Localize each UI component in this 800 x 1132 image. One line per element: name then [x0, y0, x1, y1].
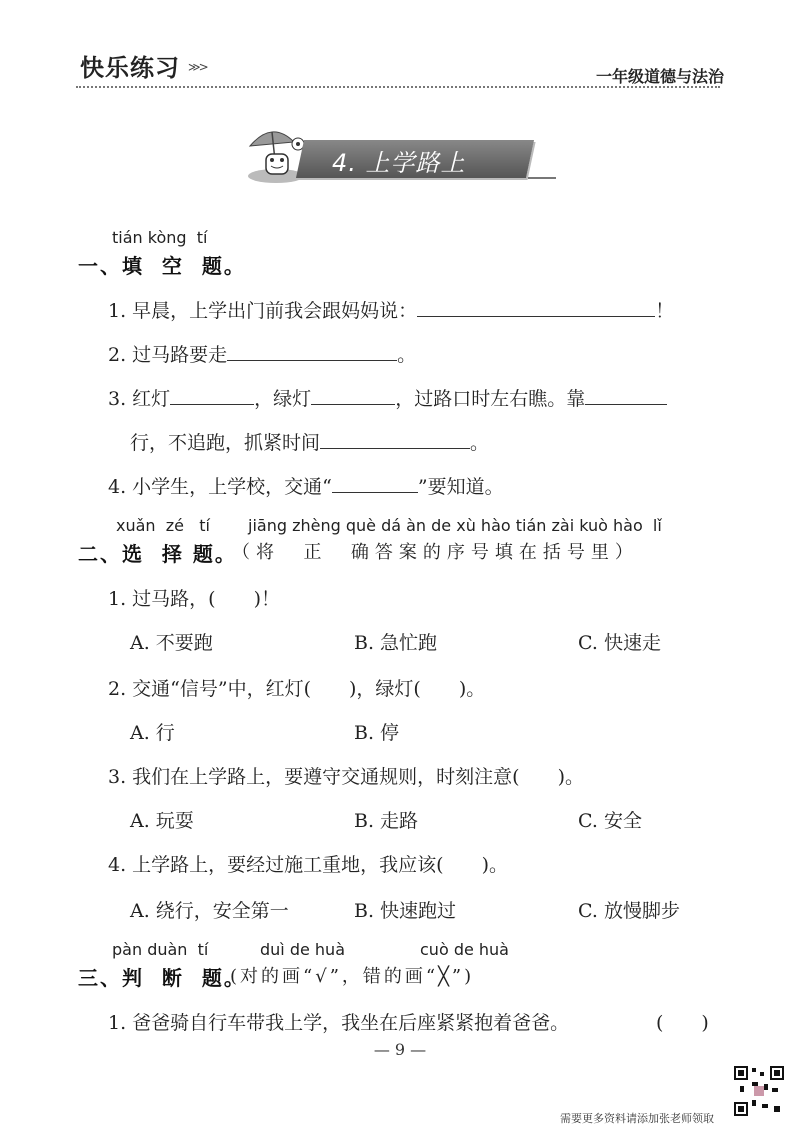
section1-title: 一、填 空 题。 [78, 254, 246, 278]
s1-question-4 [108, 472, 504, 499]
s1-q3b-a: 行，不追跑，抓紧时间 [130, 432, 321, 454]
s3-question-1: 1. 爸爸骑自行车带我上学，我坐在后座紧紧抱着爸爸。 [108, 1012, 570, 1034]
s1-q3-blank-4[interactable] [320, 430, 470, 449]
s1-q2-text: 2. 过马路要走 [108, 344, 228, 366]
lesson-title: 4. 上学路上 [332, 149, 466, 177]
s1-q3-c: ，过路口时左右瞧。靠 [395, 388, 586, 410]
qr-caption: 需要更多资料请添加张老师领取 [560, 1112, 714, 1125]
s2-q2-option-a[interactable]: A. 行 [130, 722, 175, 744]
s2-q3-option-a[interactable]: A. 玩耍 [130, 810, 194, 832]
s1-q3-blank-3[interactable] [585, 386, 667, 405]
s3-q1-answer-bracket[interactable]: ( ) [656, 1012, 709, 1034]
section1-pinyin: tián kòng tí [112, 228, 208, 247]
s2-q3-option-c[interactable]: C. 安全 [578, 810, 642, 832]
section3-title: 三、判 断 题。 [78, 966, 246, 990]
s2-q1-option-b[interactable]: B. 急忙跑 [354, 632, 438, 654]
s1-q3-a: 3. 红灯 [108, 388, 171, 410]
section3-pinyin-wrong: cuò de huà [420, 940, 509, 959]
qr-code-icon [734, 1066, 784, 1116]
s1-question-1 [108, 296, 674, 323]
s1-question-3-cont [130, 428, 489, 455]
s2-q1-option-a[interactable]: A. 不要跑 [130, 632, 213, 654]
brand-title: 快乐练习 [80, 54, 180, 82]
s2-question-2: 2. 交通“信号”中，红灯( )，绿灯( )。 [108, 678, 486, 700]
section3-pinyin: pàn duàn tí [112, 940, 209, 959]
s1-q4-a: 4. 小学生，上学校，交通“ [108, 476, 332, 498]
banner-underline [528, 177, 556, 179]
s2-q4-option-b[interactable]: B. 快速跑过 [354, 900, 457, 922]
section3-pinyin-right: duì de huà [260, 940, 345, 959]
s1-q3-blank-1[interactable] [170, 386, 254, 405]
s2-question-1: 1. 过马路，( )！ [108, 588, 280, 610]
s1-q4-blank[interactable] [332, 474, 418, 493]
s1-q2-blank[interactable] [227, 342, 397, 361]
section3-note: (对的画“√”，错的画“╳”) [230, 966, 475, 987]
s1-q3b-end: 。 [470, 432, 490, 454]
s2-q4-option-a[interactable]: A. 绕行，安全第一 [130, 900, 289, 922]
section2-pinyin: xuǎn zé tí [116, 516, 210, 535]
s1-q1-text: 1. 早晨，上学出门前我会跟妈妈说： [108, 300, 418, 322]
s1-q3-b: ，绿灯 [254, 388, 312, 410]
s2-question-4: 4. 上学路上，要经过施工重地，我应该( )。 [108, 854, 508, 876]
subject-title: 一年级道德与法治 [595, 67, 724, 86]
s1-q2-end: 。 [397, 344, 417, 366]
s1-q1-end: ！ [655, 300, 675, 322]
s1-q4-end: ”要知道。 [417, 476, 504, 498]
chevron-icon: ≫> [188, 60, 207, 74]
section2-title: 二、选 择 题。 [78, 542, 237, 566]
s2-q2-option-b[interactable]: B. 停 [354, 722, 400, 744]
s2-question-3: 3. 我们在上学路上，要遵守交通规则，时刻注意( )。 [108, 766, 584, 788]
s1-question-3 [108, 384, 667, 411]
s1-q1-blank[interactable] [417, 298, 655, 317]
section2-note: （将 正 确答案的序号填在括号里） [232, 542, 639, 563]
s1-question-2 [108, 340, 416, 367]
header-divider [76, 86, 720, 88]
page-number: — 9 — [373, 1040, 427, 1059]
s2-q4-option-c[interactable]: C. 放慢脚步 [578, 900, 680, 922]
s1-q3-blank-2[interactable] [311, 386, 395, 405]
s2-q3-option-b[interactable]: B. 走路 [354, 810, 419, 832]
section2-note-pinyin: jiāng zhèng què dá àn de xù hào tián zài kuò hào lǐ [248, 516, 662, 535]
s2-q1-option-c[interactable]: C. 快速走 [578, 632, 661, 654]
